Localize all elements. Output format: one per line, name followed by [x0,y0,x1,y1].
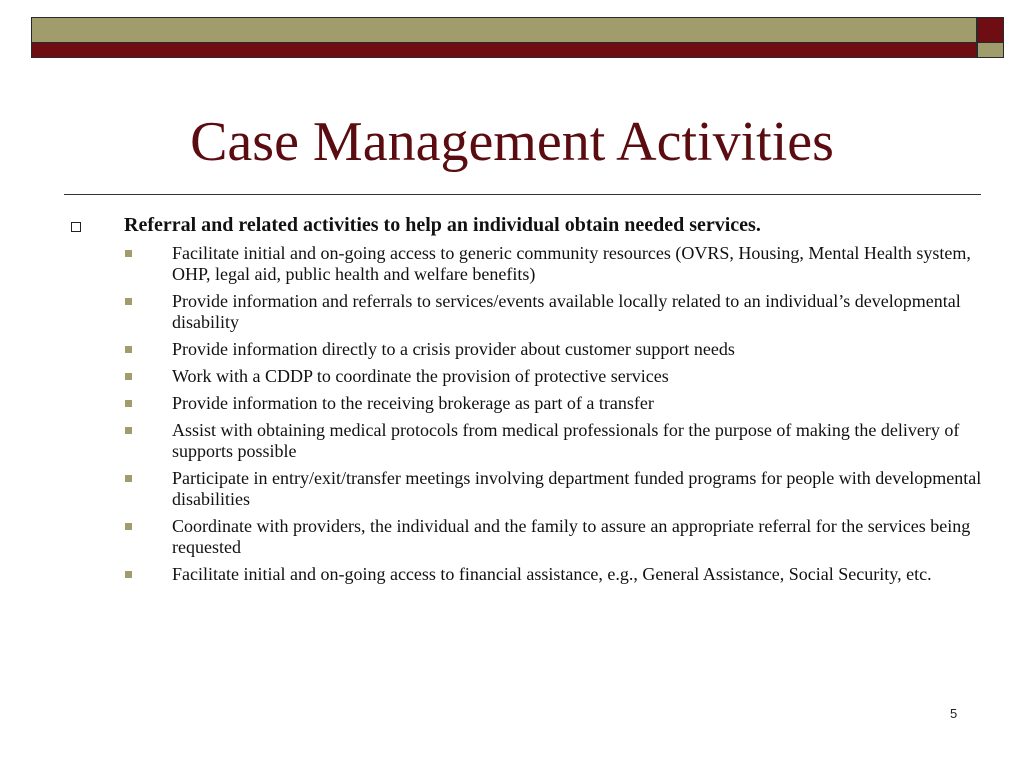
list-item [0,420,1024,462]
slide-title: Case Management Activities [190,111,834,173]
list-item-text: Provide information to the receiving brokerage as part of a transfer [172,393,654,413]
square-bullet-icon [125,475,132,482]
sub-bullet-list [0,243,1024,585]
list-item-text: Facilitate initial and on-going access to financial assistance, e.g., General Assistance, Social Security, etc. [172,564,932,584]
square-bullet-icon [125,298,132,305]
hollow-square-bullet-icon [71,222,81,232]
square-bullet-icon [125,571,132,578]
list-item-text: Work with a CDDP to coordinate the provision of protective services [172,366,669,386]
square-bullet-icon [125,523,132,530]
page-number: 5 [950,706,958,721]
square-bullet-icon [125,250,132,257]
list-item-text: Provide information directly to a crisis provider about customer support needs [172,339,735,359]
title-divider [64,194,981,195]
list-item [0,516,1024,558]
list-item [0,366,1024,387]
list-item-text: Participate in entry/exit/transfer meetings involving department funded programs for people with developmental disabilities [172,468,982,509]
header-square-maroon [977,17,1004,43]
header-square-olive [977,43,1004,58]
list-item [0,243,1024,285]
header-bar-olive [31,17,977,43]
list-item-text: Assist with obtaining medical protocols from medical professionals for the purpose of making the delivery of supports possible [172,420,960,461]
list-item [0,291,1024,333]
main-bullet-text: Referral and related activities to help an individual obtain needed services. [124,214,761,236]
list-item [0,393,1024,414]
square-bullet-icon [125,373,132,380]
header-bar-maroon [31,43,977,58]
list-item [0,564,1024,585]
list-item [0,468,1024,510]
list-item [0,339,1024,360]
square-bullet-icon [125,346,132,353]
list-item-text: Facilitate initial and on-going access to generic community resources (OVRS, Housing, Mental Health system, OHP, legal aid, public health and welfare benefits) [172,243,971,284]
list-item-text: Provide information and referrals to services/events available locally related to an individual’s developmental disability [172,291,961,332]
square-bullet-icon [125,400,132,407]
square-bullet-icon [125,427,132,434]
main-bullet [0,214,1024,237]
slide-content [0,214,1024,591]
list-item-text: Coordinate with providers, the individual and the family to assure an appropriate referral for the services being requested [172,516,971,557]
